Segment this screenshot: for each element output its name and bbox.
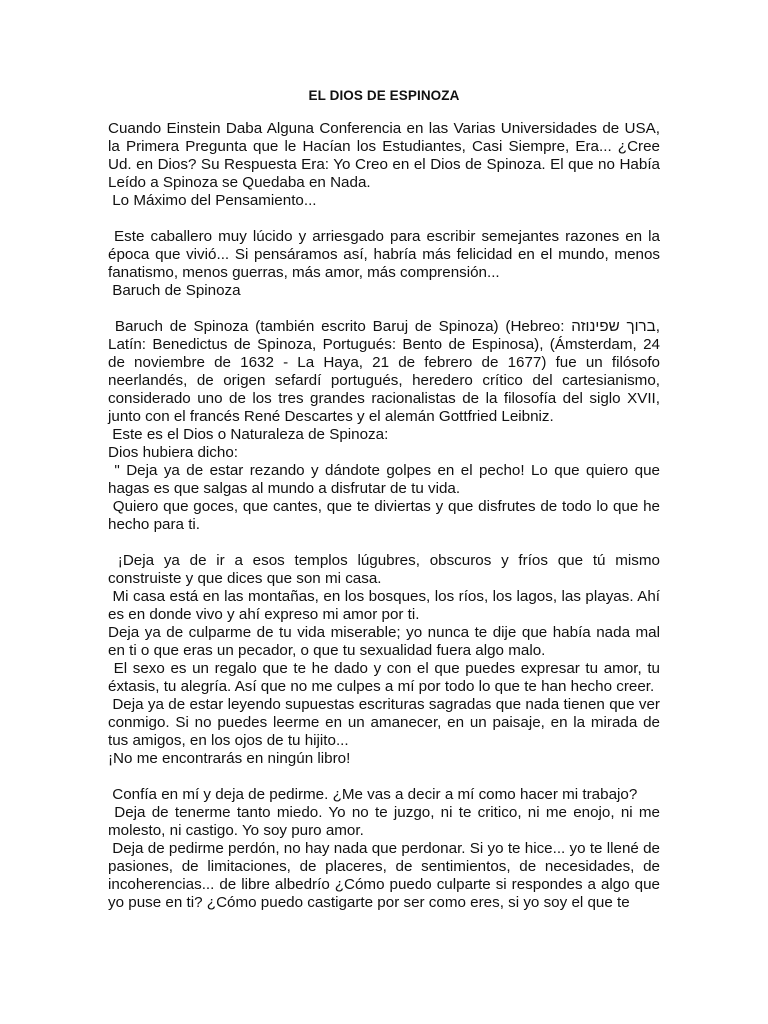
document-title: EL DIOS DE ESPINOZA bbox=[308, 88, 460, 103]
paragraph: Dios hubiera dicho: bbox=[108, 444, 239, 461]
paragraph: Este es el Dios o Naturaleza de Spinoza: bbox=[108, 426, 389, 443]
paragraph: Cuando Einstein Daba Alguna Conferencia en las Varias Universidades de USA, la Primera Pregunta que le Hacían los Estudiantes, Casi Siempre, Era... ¿Cree Ud. en Dios? Su Respuesta Era: Yo Creo en el Dios de Spinoza. El que no Había Leído a Spinoza se Quedaba en Nada. bbox=[108, 120, 665, 191]
paragraph: ¡Deja ya de ir a esos templos lúgubres, obscuros y fríos que tú mismo construiste y que dices que son mi casa. bbox=[108, 552, 665, 587]
paragraph-gap bbox=[108, 534, 660, 552]
document-body bbox=[108, 120, 665, 912]
paragraph-gap bbox=[108, 300, 660, 318]
paragraph: Quiero que goces, que cantes, que te diviertas y que disfrutes de todo lo que he hecho para ti. bbox=[108, 498, 665, 533]
paragraph: Mi casa está en las montañas, en los bosques, los ríos, los lagos, las playas. Ahí es en donde vivo y ahí expreso mi amor por ti. bbox=[108, 588, 665, 623]
paragraph: Deja ya de culparme de tu vida miserable; yo nunca te dije que había nada mal en ti o que eras un pecador, o que tu sexualidad fuera algo malo. bbox=[108, 624, 665, 659]
paragraph: ¡No me encontrarás en ningún libro! bbox=[108, 750, 351, 767]
paragraph-gap bbox=[108, 210, 660, 228]
paragraph: Confía en mí y deja de pedirme. ¿Me vas a decir a mí como hacer mi trabajo? bbox=[108, 786, 638, 803]
paragraph: Deja de tenerme tanto miedo. Yo no te juzgo, ni te critico, ni me enojo, ni me molesto, ni castigo. Yo soy puro amor. bbox=[108, 804, 665, 839]
paragraph-gap bbox=[108, 768, 660, 786]
paragraph: Lo Máximo del Pensamiento... bbox=[108, 192, 317, 209]
paragraph: Deja de pedirme perdón, no hay nada que perdonar. Si yo te hice... yo te llené de pasiones, de limitaciones, de placeres, de sentimientos, de necesidades, de incoherencias... de libre albedrío ¿Cómo puedo culparte si respondes a algo que yo puse en ti? ¿Cómo puedo castigarte por ser como eres, si yo soy el que te bbox=[108, 840, 665, 911]
paragraph: Este caballero muy lúcido y arriesgado para escribir semejantes razones en la época que vivió... Si pensáramos así, habría más felicidad en el mundo, menos fanatismo, menos guerras, más amor, más comprensión... bbox=[108, 228, 665, 281]
paragraph: Deja ya de estar leyendo supuestas escrituras sagradas que nada tienen que ver conmigo. Si no puedes leerme en un amanecer, en un paisaje, en la mirada de tus amigos, en los ojos de tu hijito... bbox=[108, 696, 665, 749]
paragraph: Baruch de Spinoza (también escrito Baruj de Spinoza) (Hebreo: ברוך שפינוזה, Latín: Benedictus de Spinoza, Portugués: Bento de Espinosa), (Ámsterdam, 24 de noviembre de 1632 - La Haya, 21 de febrero de 1677) fue un filósofo neerlandés, de origen sefardí portugués, heredero crítico del cartesianismo, considerado uno de los tres grandes racionalistas de la filosofía del siglo XVII, junto con el francés René Descartes y el alemán Gottfried Leibniz. bbox=[108, 318, 665, 425]
paragraph: " Deja ya de estar rezando y dándote golpes en el pecho! Lo que quiero que hagas es que salgas al mundo a disfrutar de tu vida. bbox=[108, 462, 665, 497]
paragraph: El sexo es un regalo que te he dado y con el que puedes expresar tu amor, tu éxtasis, tu alegría. Así que no me culpes a mí por todo lo que te han hecho creer. bbox=[108, 660, 665, 695]
paragraph: Baruch de Spinoza bbox=[108, 282, 241, 299]
